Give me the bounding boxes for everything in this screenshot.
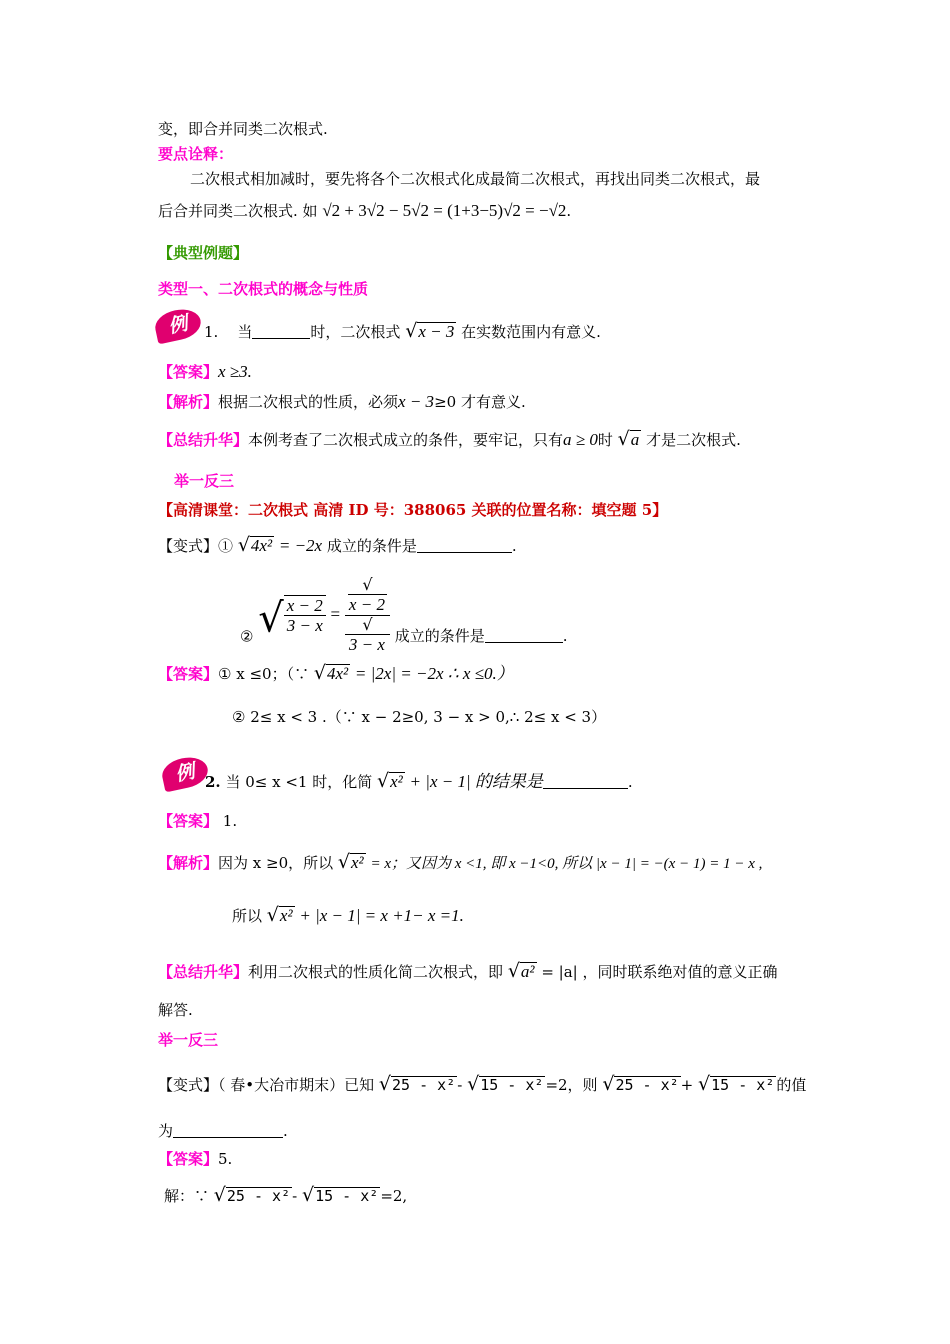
sqrt-icon: √ bbox=[617, 428, 630, 450]
sqrt-icon: √ bbox=[237, 534, 250, 556]
variant-2-solution-row bbox=[164, 1186, 407, 1205]
variant-1-lhs-fraction bbox=[284, 595, 326, 636]
variant-2-line2: 为 bbox=[158, 1122, 174, 1140]
variant-2-line2-end: . bbox=[283, 1122, 288, 1140]
sqrt-icon: √ bbox=[378, 1073, 392, 1095]
example-1-number: 1. bbox=[204, 323, 219, 341]
example-1-prefix: 当 bbox=[237, 323, 253, 341]
example-1-question bbox=[204, 322, 601, 342]
sqrt-icon: √ bbox=[337, 851, 351, 873]
sqrt-icon: √ bbox=[213, 1184, 226, 1206]
example-2-blank bbox=[543, 788, 628, 789]
variant-1-answer-1-radicand: 4x² bbox=[326, 664, 349, 683]
example-2-answer-tag: 【答案】 bbox=[158, 812, 219, 830]
variant-1-answer-1: ① x ≤0；（∵ bbox=[218, 665, 310, 683]
key-point-heading: 要点诠释： bbox=[158, 145, 234, 163]
example-1-analysis-2: ≥0 才有意义. bbox=[434, 393, 526, 411]
sqrt-icon: √ bbox=[602, 1073, 615, 1095]
example-2-end: . bbox=[627, 773, 633, 791]
example-1-mid: 时，二次根式 bbox=[310, 323, 401, 341]
example-1-summary-radicand: a bbox=[630, 430, 640, 449]
type-one-heading: 类型一、二次根式的概念与性质 bbox=[158, 280, 369, 298]
variant-2-source: （ 春•大冶市期末）已知 bbox=[218, 1076, 375, 1094]
variant-1-blank-2 bbox=[485, 642, 563, 643]
example-1-answer-tag: 【答案】 bbox=[158, 363, 219, 381]
example-1-summary-row bbox=[158, 430, 741, 450]
sqrt-icon: √ bbox=[467, 1073, 480, 1095]
example-1-summary-expr: a ≥ 0 bbox=[563, 430, 598, 449]
hd-course-line: 【高清课堂：二次根式 高清 ID 号：388065 关联的位置名称：填空题 5】 bbox=[158, 501, 668, 519]
variant-1-blank-1 bbox=[417, 552, 512, 553]
key-point-formula: √2 + 3√2 − 5√2 = (1+3−5)√2 = −√2 bbox=[322, 201, 567, 220]
sqrt-icon: √ bbox=[405, 320, 418, 342]
example-1-answer: x ≥3. bbox=[218, 362, 252, 381]
sqrt-icon: √ bbox=[301, 1184, 315, 1206]
variant-2-end: 的值 bbox=[776, 1076, 807, 1094]
example-2-analysis-radicand: x² bbox=[351, 853, 364, 872]
example-2-analysis-row bbox=[158, 853, 762, 873]
variant-2-solution-end: =2, bbox=[380, 1187, 408, 1205]
variant-1-eq1-radicand: 4x² bbox=[250, 536, 273, 555]
variant-2-solution-radicand-1: 25 - x² bbox=[226, 1187, 291, 1205]
example-2-question bbox=[205, 772, 633, 792]
example-1-summary-1: 本例考查了二次根式成立的条件，要牢记，只有 bbox=[248, 431, 564, 449]
variant-2-radicand-2: 15 - x² bbox=[480, 1076, 544, 1094]
example-1-suffix: 在实数范围内有意义. bbox=[461, 323, 601, 341]
example-2-rest: + |x − 1| 的结果是 bbox=[409, 772, 543, 791]
example-1-summary-tag: 【总结升华】 bbox=[158, 431, 249, 449]
example-1-analysis-1: 根据二次根式的性质，必须 bbox=[218, 393, 399, 411]
variant-2-radicand-4: 15 - x² bbox=[711, 1076, 775, 1094]
variant-2-row-1 bbox=[158, 1075, 806, 1094]
section-examples-heading: 【典型例题】 bbox=[158, 244, 249, 262]
variant-1-tag: 【变式】 bbox=[158, 537, 219, 555]
variant-2-solution-radicand-2: 15 - x² bbox=[315, 1187, 379, 1205]
example-1-summary-3: 才是二次根式. bbox=[646, 431, 741, 449]
example-badge-2: 例 bbox=[159, 754, 210, 793]
variant-1-rhs-fraction bbox=[345, 576, 390, 655]
variant-1-row-1 bbox=[158, 536, 517, 556]
example-2-analysis-3a: 所以 bbox=[232, 907, 263, 925]
sqrt-icon: √ bbox=[313, 662, 326, 684]
sqrt-icon: √ bbox=[377, 770, 390, 792]
example-2-summary-3: 解答. bbox=[158, 1001, 193, 1019]
sqrt-icon: √ bbox=[362, 614, 373, 634]
variant-1-lhs-den: 3 − x bbox=[286, 616, 323, 636]
example-2-analysis-2: = x；又因为 x <1, 即 x −1<0, 所以 |x − 1| = −(x − 1) = 1 − x , bbox=[370, 856, 763, 872]
variant-1-text-2: 成立的条件是 bbox=[394, 627, 485, 646]
example-2-summary-radicand: a² bbox=[520, 962, 535, 981]
variant-1-answer-row-1 bbox=[158, 664, 514, 684]
equals-sign: = bbox=[330, 604, 341, 624]
example-1-summary-2: 时 bbox=[597, 431, 613, 449]
example-2-analysis-row-2 bbox=[232, 906, 464, 926]
example-1-analysis-expr: x − 3 bbox=[398, 392, 435, 411]
variant-1-circle-2: ② bbox=[240, 627, 254, 646]
example-2-analysis-1: 因为 x ≥0，所以 bbox=[218, 854, 334, 872]
example-1-blank bbox=[252, 338, 310, 339]
example-2-summary-tag: 【总结升华】 bbox=[158, 963, 249, 981]
example-2-prefix: 当 0≤ x <1 时，化简 bbox=[225, 773, 373, 791]
variant-1-rhs-num: x − 2 bbox=[348, 595, 385, 615]
variant-2-answer-tag: 【答案】 bbox=[158, 1150, 219, 1168]
example-2-summary-1: 利用二次根式的性质化简二次根式，即 bbox=[248, 963, 504, 981]
example-2-summary-row bbox=[158, 962, 777, 982]
example-2-analysis-tag: 【解析】 bbox=[158, 854, 219, 872]
variant-1-answer-2: ② 2≤ x < 3 .（∵ x − 2≥0, 3 − x > 0,∴ 2≤ x < 3） bbox=[232, 708, 607, 726]
variant-2-solution-prefix: 解：∵ bbox=[164, 1187, 210, 1205]
variant-2-solution-minus: - bbox=[292, 1187, 298, 1205]
variant-1-rhs-den: 3 − x bbox=[345, 634, 390, 655]
variant-1-period-1: . bbox=[511, 537, 517, 555]
variant-1-circle-1: ① bbox=[218, 537, 234, 555]
variant-2-blank bbox=[173, 1137, 283, 1138]
key-point-text-2-row bbox=[158, 202, 571, 219]
variant-1-eq1-rhs: = −2x bbox=[278, 536, 323, 555]
variant-2-eq: =2，则 bbox=[545, 1076, 598, 1094]
example-2-answer-row bbox=[158, 814, 237, 829]
practice-heading-2: 举一反三 bbox=[158, 1031, 219, 1049]
key-point-text-1: 二次根式相加减时，要先将各个二次根式化成最简二次根式，再找出同类二次根式，最 bbox=[190, 170, 761, 188]
example-2-analysis-3b: + |x − 1| = x +1− x =1. bbox=[299, 906, 464, 925]
variant-1-period-2: . bbox=[562, 627, 568, 646]
example-2-analysis-3-radicand: x² bbox=[279, 906, 293, 925]
intro-line: 变，即合并同类二次根式. bbox=[158, 120, 328, 138]
variant-1-answer-1-rest: = |2x| = −2x ∴ x ≤0.） bbox=[354, 664, 514, 683]
variant-2-answer: 5. bbox=[218, 1150, 233, 1168]
variant-2-tag: 【变式】 bbox=[158, 1076, 219, 1094]
example-2-number: 2. bbox=[205, 773, 221, 791]
variant-2-radicand-1: 25 - x² bbox=[392, 1076, 456, 1094]
practice-heading-1: 举一反三 bbox=[174, 472, 235, 490]
sqrt-icon: √ bbox=[266, 904, 279, 926]
example-1-analysis-row bbox=[158, 393, 526, 410]
example-badge-1: 例 bbox=[152, 306, 203, 345]
variant-1-lhs-num: x − 2 bbox=[284, 596, 326, 617]
key-point-text-2: 后合并同类二次根式. 如 bbox=[158, 202, 318, 220]
variant-2-minus: - bbox=[457, 1076, 463, 1094]
example-2-summary-2: = |a| ，同时联系绝对值的意义正确 bbox=[541, 963, 778, 981]
variant-1-row-2 bbox=[240, 576, 568, 655]
example-1-radicand: x − 3 bbox=[418, 322, 455, 341]
variant-2-radicand-3: 25 - x² bbox=[615, 1076, 679, 1094]
sqrt-icon: √ bbox=[258, 595, 284, 642]
sqrt-icon: √ bbox=[698, 1073, 711, 1095]
sqrt-icon: √ bbox=[507, 960, 520, 982]
variant-2-answer-row bbox=[158, 1152, 232, 1167]
example-1-analysis-tag: 【解析】 bbox=[158, 393, 219, 411]
variant-2-plus: + bbox=[680, 1076, 694, 1094]
variant-2-row-2 bbox=[158, 1124, 288, 1139]
example-2-answer: 1. bbox=[222, 812, 238, 830]
variant-1-answer-tag: 【答案】 bbox=[158, 665, 219, 683]
key-point-end: . bbox=[566, 202, 572, 220]
variant-1-text-1: 成立的条件是 bbox=[326, 537, 417, 555]
example-2-radicand: x² bbox=[390, 772, 403, 791]
sqrt-icon: √ bbox=[362, 575, 373, 594]
example-1-answer-row bbox=[158, 363, 252, 380]
